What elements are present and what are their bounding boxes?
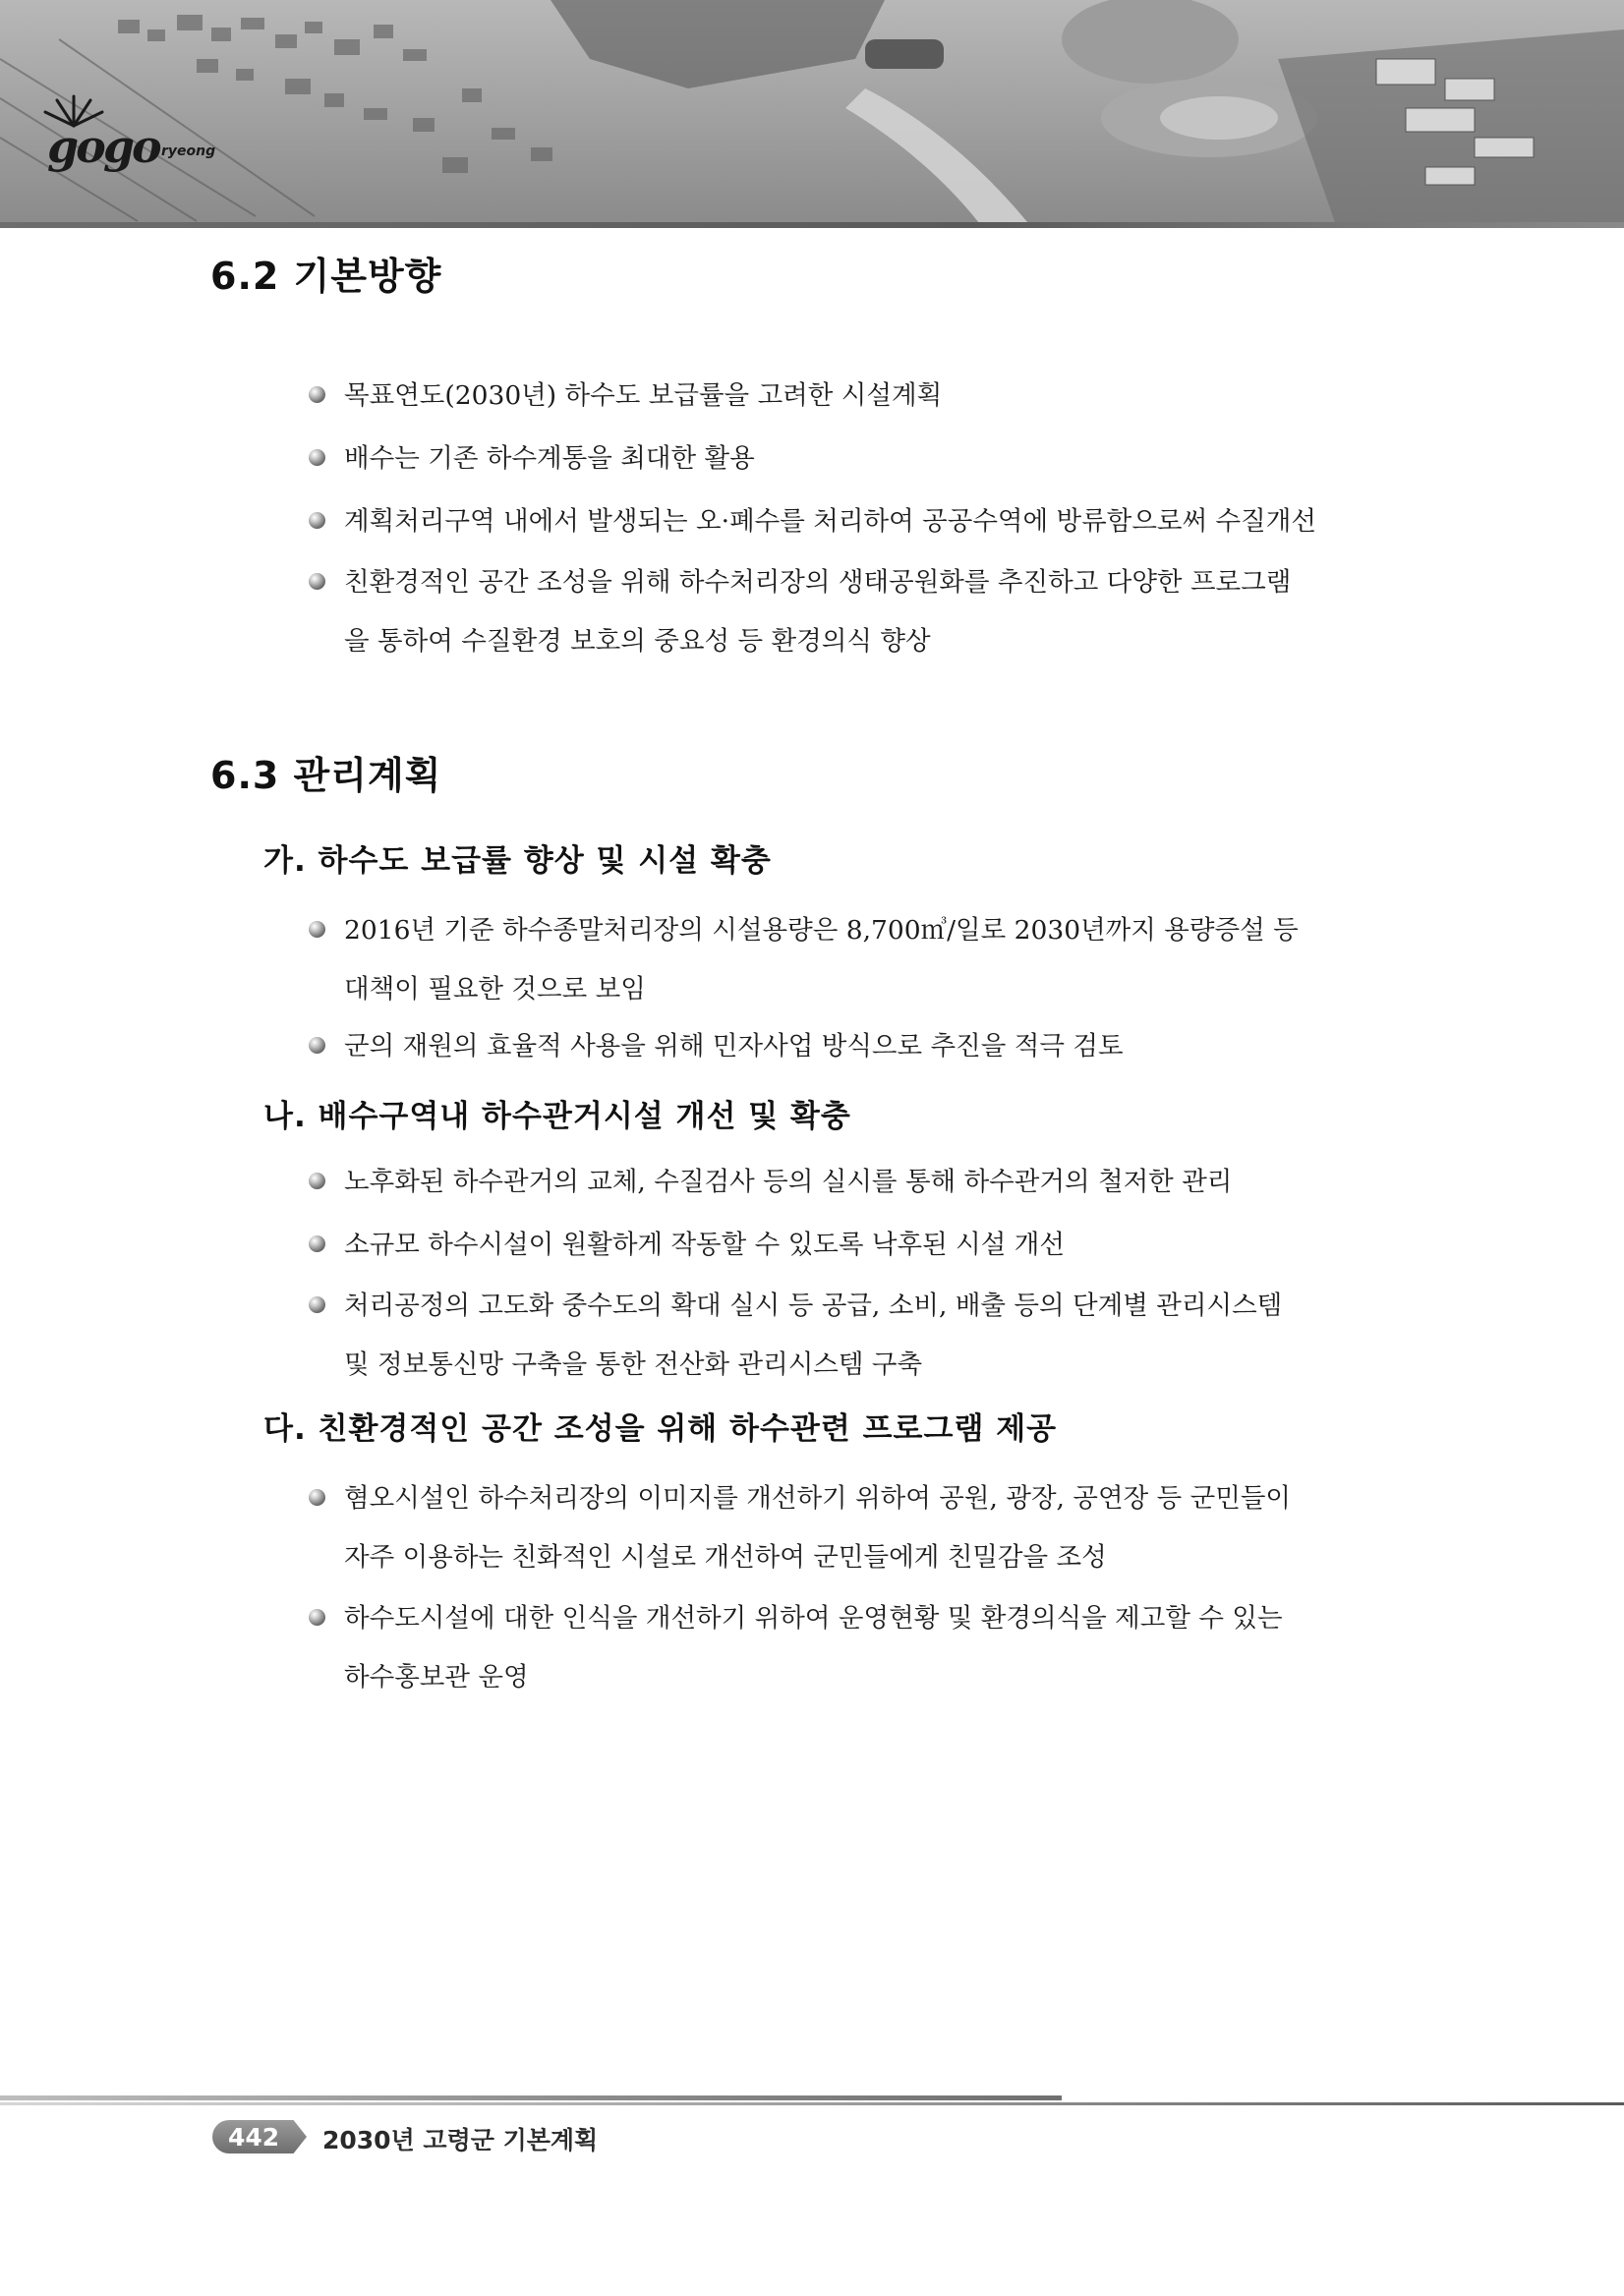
list-item-text	[344, 560, 1475, 664]
list-item-text	[344, 1024, 1475, 1069]
text-line: 배수는 기존 하수계통을 최대한 활용	[344, 443, 755, 474]
text-line: 하수홍보관 운영	[344, 1662, 529, 1693]
logo-wordmark: gogo	[47, 120, 159, 173]
list-item-text	[344, 499, 1475, 545]
gogo-goryeong-logo	[39, 90, 246, 189]
text-line: 및 정보통신망 구축을 통한 전산화 관리시스템 구축	[344, 1349, 923, 1380]
subsection-title-a: 가. 하수도 보급률 향상 및 시설 확충	[263, 843, 772, 879]
footer-divider-thin	[0, 2102, 1624, 2105]
text-line: 목표연도(2030년) 하수도 보급률을 고려한 시설계획	[344, 380, 943, 411]
text-line: 대책이 필요한 것으로 보임	[344, 974, 646, 1004]
bullet-icon	[309, 449, 325, 466]
text-line: 자주 이용하는 친화적인 시설로 개선하여 군민들에게 친밀감을 조성	[344, 1542, 1107, 1573]
text-line: 소규모 하수시설이 원활하게 작동할 수 있도록 낙후된 시설 개선	[344, 1230, 1065, 1260]
bullet-icon	[309, 1489, 325, 1506]
subsection-title-b: 나. 배수구역내 하수관거시설 개선 및 확충	[263, 1099, 851, 1134]
text-line: 노후화된 하수관거의 교체, 수질검사 등의 실시를 통해 하수관거의 철저한 관리	[344, 1167, 1233, 1197]
footer-divider	[0, 2095, 1062, 2100]
list-item-text	[344, 436, 1475, 482]
logo-subtext: ryeong	[161, 144, 216, 159]
list-item-text	[344, 1223, 1475, 1268]
text-line: 친환경적인 공간 조성을 위해 하수처리장의 생태공원화를 추진하고 다양한 프로그램	[344, 567, 1292, 598]
bullet-icon	[309, 1037, 325, 1054]
bullet-icon	[309, 921, 325, 938]
text-line: 군의 재원의 효율적 사용을 위해 민자사업 방식으로 추진을 적극 검토	[344, 1031, 1124, 1062]
text-line: 하수도시설에 대한 인식을 개선하기 위하여 운영현황 및 환경의식을 제고할 수 있는	[344, 1603, 1283, 1634]
text-line: 2016년 기준 하수종말처리장의 시설용량은 8,700㎥/일로 2030년까지 용량증설 등	[344, 915, 1299, 946]
list-item-text	[344, 1160, 1475, 1205]
bullet-icon	[309, 1235, 325, 1252]
list-item-text	[344, 1596, 1475, 1700]
list-item-text	[344, 1284, 1475, 1388]
bullet-icon	[309, 1173, 325, 1189]
bullet-icon	[309, 1609, 325, 1626]
text-line: 을 통하여 수질환경 보호의 중요성 등 환경의식 향상	[344, 626, 931, 657]
bullet-icon	[309, 573, 325, 590]
footer-document-title: 2030년 고령군 기본계획	[322, 2126, 599, 2154]
text-line: 혐오시설인 하수처리장의 이미지를 개선하기 위하여 공원, 광장, 공연장 등 군민들이	[344, 1483, 1292, 1514]
bullet-icon	[309, 512, 325, 529]
section-title-6-2: 6.2 기본방향	[210, 255, 442, 298]
list-item-text	[344, 1476, 1475, 1580]
bullet-icon	[309, 1296, 325, 1313]
header-banner-photo	[0, 0, 1624, 228]
bullet-icon	[309, 386, 325, 403]
text-line: 처리공정의 고도화 중수도의 확대 실시 등 공급, 소비, 배출 등의 단계별 관리시스템	[344, 1291, 1283, 1321]
subsection-title-c: 다. 친환경적인 공간 조성을 위해 하수관련 프로그램 제공	[263, 1411, 1058, 1447]
list-item-text	[344, 373, 1475, 419]
header-divider	[0, 222, 1624, 228]
page-number: 442	[228, 2123, 280, 2152]
list-item-text	[344, 908, 1475, 1012]
section-title-6-3: 6.3 관리계획	[210, 754, 442, 797]
text-line: 계획처리구역 내에서 발생되는 오·폐수를 처리하여 공공수역에 방류함으로써 수질개선	[344, 506, 1316, 537]
